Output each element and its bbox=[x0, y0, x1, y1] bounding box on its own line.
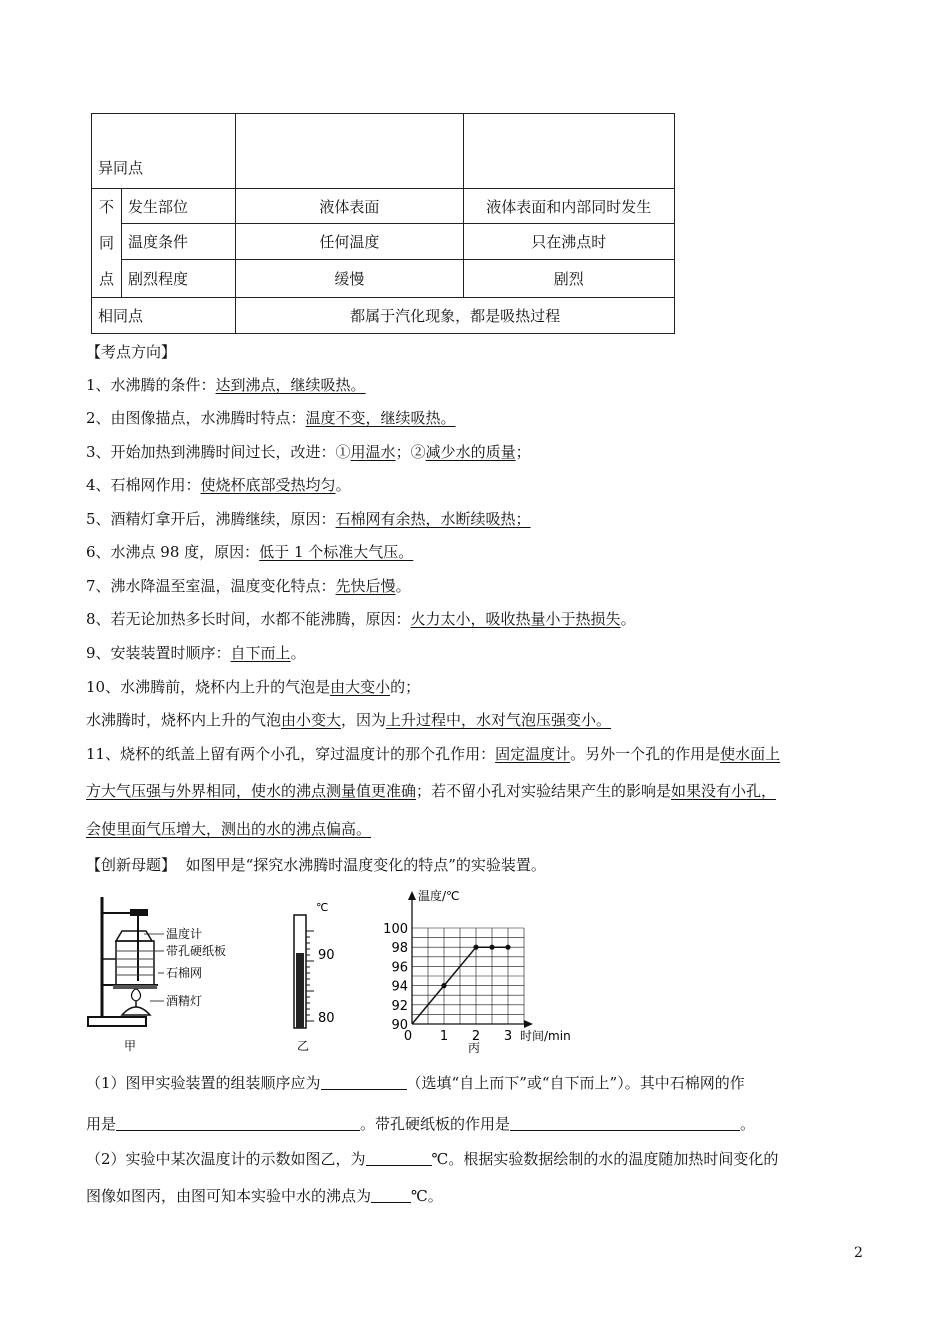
item-answer: 固定温度计 bbox=[495, 745, 571, 763]
question-text: （1）图甲实验装置的组装顺序应为 bbox=[86, 1074, 321, 1092]
answer-blank[interactable] bbox=[366, 1151, 432, 1166]
item-text: ；② bbox=[395, 443, 426, 461]
item-answer: 使烧杯底部受热均匀 bbox=[200, 476, 336, 494]
part-label: 石棉网 bbox=[166, 966, 203, 980]
question-1-line-2 bbox=[86, 1113, 755, 1134]
item-text: 的； bbox=[390, 678, 421, 696]
diff-label-char: 同 bbox=[99, 234, 115, 252]
table-row-aspect: 温度条件 bbox=[122, 224, 236, 260]
table-row-evaporation: 缓慢 bbox=[236, 260, 463, 298]
part-label: 带孔硬纸板 bbox=[166, 944, 227, 958]
cardboard-cover bbox=[116, 931, 152, 941]
item-text: 5、酒精灯拿开后，沸腾继续，原因： bbox=[86, 510, 336, 528]
question-text: 图像如图丙，由图可知本实验中水的沸点为 bbox=[86, 1187, 372, 1205]
x-tick-label: 3 bbox=[503, 1029, 513, 1044]
item-answer: 会使里面气压增大，测出的水的沸点偏高。 bbox=[86, 820, 372, 838]
question-text: 。带孔硬纸板的作用是 bbox=[360, 1115, 511, 1133]
question-2-line-1 bbox=[86, 1148, 778, 1169]
y-tick-label: 90 bbox=[391, 1018, 408, 1033]
kaodian-item-10a bbox=[86, 676, 420, 697]
y-tick-label: 98 bbox=[391, 941, 408, 957]
y-tick-label: 96 bbox=[391, 960, 408, 976]
item-text: 11、烧杯的纸盖上留有两个小孔，穿过温度计的那个孔作用： bbox=[86, 745, 496, 763]
part-label: 温度计 bbox=[166, 927, 203, 941]
y-tick-labels bbox=[383, 922, 408, 1033]
table-same-value: 都属于汽化现象，都是吸热过程 bbox=[236, 298, 675, 334]
kaodian-item-1 bbox=[86, 374, 366, 395]
data-point bbox=[441, 983, 446, 988]
figure-jia bbox=[86, 893, 261, 1057]
answer-blank[interactable] bbox=[116, 1116, 360, 1131]
item-answer: 方大气压强与外界相同，使水的沸点测量值更准确 bbox=[86, 782, 417, 800]
beaker bbox=[116, 941, 154, 985]
data-point bbox=[473, 945, 478, 950]
question-text: ℃。根据实验数据绘制的水的温度随加热时间变化的 bbox=[431, 1150, 779, 1168]
diff-label-cell bbox=[92, 189, 122, 298]
y-tick-label: 94 bbox=[391, 979, 408, 995]
kaodian-item-7 bbox=[86, 575, 411, 596]
diff-label-char: 不 bbox=[99, 198, 115, 216]
table-header-label: 异同点 bbox=[92, 114, 236, 189]
stand-base bbox=[88, 1017, 146, 1026]
question-text: 用是 bbox=[86, 1115, 117, 1133]
x-axis-arrow bbox=[524, 1020, 533, 1028]
table-row-aspect: 剧烈程度 bbox=[122, 260, 236, 298]
mercury-column bbox=[296, 953, 304, 1028]
table-same-label: 相同点 bbox=[92, 298, 236, 334]
kaodian-item-6 bbox=[86, 541, 413, 562]
y-axis-arrow bbox=[408, 891, 416, 900]
question-text: ℃。 bbox=[411, 1187, 443, 1205]
question-text: （选填“自上而下”或“自下而上”）。其中石棉网的作 bbox=[406, 1074, 745, 1092]
data-point bbox=[489, 945, 494, 950]
figure-bing bbox=[370, 880, 610, 1059]
temperature-time-chart bbox=[370, 880, 610, 1055]
kaodian-item-11a bbox=[86, 743, 780, 764]
kaodian-item-10b bbox=[86, 709, 611, 730]
y-tick-label: 92 bbox=[391, 998, 408, 1014]
question-1-line-1 bbox=[86, 1072, 745, 1093]
table-header-boiling bbox=[463, 114, 674, 189]
chart-grid bbox=[412, 928, 524, 1024]
table-row-evaporation: 任何温度 bbox=[236, 224, 463, 260]
figure-label: 丙 bbox=[468, 1041, 481, 1055]
item-text: 。 bbox=[395, 577, 411, 595]
table-row-boiling: 只在沸点时 bbox=[463, 224, 674, 260]
item-answer: 火力太小，吸收热量小于热损失 bbox=[410, 610, 621, 628]
kaodian-item-9 bbox=[86, 642, 306, 663]
chuangxin-header bbox=[86, 854, 546, 875]
scale-ticks bbox=[306, 931, 314, 1021]
apparatus-diagram bbox=[86, 893, 261, 1053]
question-2-line-2 bbox=[86, 1185, 443, 1206]
comparison-table bbox=[91, 113, 675, 334]
kaodian-item-4 bbox=[86, 474, 351, 495]
item-text: 。 bbox=[290, 644, 306, 662]
y-tick-label: 100 bbox=[383, 922, 408, 937]
figure-yi bbox=[280, 893, 350, 1057]
clamp bbox=[130, 909, 148, 916]
item-answer: 由大变小 bbox=[330, 678, 391, 696]
item-answer: 减少水的质量 bbox=[425, 443, 516, 461]
question-text: 。 bbox=[740, 1115, 756, 1133]
item-answer: 使水面上 bbox=[720, 745, 781, 763]
part-label: 酒精灯 bbox=[166, 994, 203, 1008]
chuangxin-title: 【创新母题】 bbox=[86, 856, 177, 874]
data-point bbox=[505, 945, 510, 950]
kaodian-item-5 bbox=[86, 508, 531, 529]
scale-unit: ℃ bbox=[316, 901, 329, 914]
item-text: 2、由图像描点，水沸腾时特点： bbox=[86, 409, 306, 427]
kaodian-item-11c bbox=[86, 818, 371, 839]
table-header-evaporation bbox=[236, 114, 463, 189]
item-text: 8、若无论加热多长时间，水都不能沸腾，原因： bbox=[86, 610, 411, 628]
table-row-boiling: 液体表面和内部同时发生 bbox=[463, 189, 674, 224]
item-text: ，因为 bbox=[341, 711, 387, 729]
item-answer: 温度不变，继续吸热。 bbox=[305, 409, 456, 427]
kaodian-item-3 bbox=[86, 441, 531, 462]
question-text: （2）实验中某次温度计的示数如图乙，为 bbox=[86, 1150, 366, 1168]
x-tick-label: 0 bbox=[403, 1029, 413, 1044]
x-tick-labels bbox=[404, 1029, 512, 1044]
item-text: 4、石棉网作用： bbox=[86, 476, 201, 494]
figure-label: 甲 bbox=[124, 1039, 137, 1053]
item-answer: 如果没有小孔， bbox=[671, 782, 777, 800]
kaodian-item-8 bbox=[86, 608, 636, 629]
item-text: 7、沸水降温至室温，温度变化特点： bbox=[86, 577, 336, 595]
scale-label: 90 bbox=[318, 948, 335, 963]
flame bbox=[132, 989, 141, 1001]
answer-blank[interactable] bbox=[510, 1116, 740, 1131]
item-answer: 达到沸点，继续吸热。 bbox=[215, 376, 366, 394]
item-answer: 自下而上 bbox=[230, 644, 291, 662]
kaodian-item-11b bbox=[86, 780, 776, 801]
page-number: 2 bbox=[854, 1245, 863, 1261]
chuangxin-intro: 如图甲是“探究水沸腾时温度变化的特点”的实验装置。 bbox=[185, 856, 546, 874]
item-text: 9、安装装置时顺序： bbox=[86, 644, 231, 662]
item-answer: 上升过程中，水对气泡压强变小。 bbox=[386, 711, 612, 729]
kaodian-item-2 bbox=[86, 407, 456, 428]
answer-blank[interactable] bbox=[371, 1188, 411, 1203]
item-text: 。 bbox=[620, 610, 636, 628]
item-text: 3、开始加热到沸腾时间过长，改进：① bbox=[86, 443, 351, 461]
item-text: ； bbox=[515, 443, 531, 461]
item-answer: 先快后慢 bbox=[335, 577, 396, 595]
x-tick-label: 2 bbox=[471, 1029, 481, 1044]
item-answer: 用温水 bbox=[350, 443, 396, 461]
y-axis-label: 温度/℃ bbox=[418, 889, 460, 903]
thermometer-scale bbox=[280, 893, 350, 1053]
figure-label: 乙 bbox=[297, 1039, 310, 1053]
asbestos-net bbox=[113, 985, 157, 989]
table-row-aspect: 发生部位 bbox=[122, 189, 236, 224]
table-row-evaporation: 液体表面 bbox=[236, 189, 463, 224]
scale-label: 80 bbox=[318, 1011, 335, 1026]
item-text: 1、水沸腾的条件： bbox=[86, 376, 216, 394]
item-answer: 石棉网有余热，水断续吸热； bbox=[335, 510, 531, 528]
item-text: 。 bbox=[335, 476, 351, 494]
item-text: 10、水沸腾前，烧杯内上升的气泡是 bbox=[86, 678, 331, 696]
item-text: 6、水沸点 98 度，原因： bbox=[86, 543, 260, 561]
item-answer: 低于 1 个标准大气压。 bbox=[259, 543, 414, 561]
water-hatching bbox=[117, 951, 153, 975]
x-tick-label: 1 bbox=[439, 1029, 449, 1044]
item-text: 水沸腾时，烧杯内上升的气泡 bbox=[86, 711, 282, 729]
item-text: 。另外一个孔的作用是 bbox=[570, 745, 721, 763]
item-answer: 由小变大 bbox=[281, 711, 342, 729]
item-text: ；若不留小孔对实验结果产生的影响是 bbox=[416, 782, 672, 800]
diff-label-char: 点 bbox=[99, 270, 115, 288]
table-row-boiling: 剧烈 bbox=[463, 260, 674, 298]
kaodian-title: 【考点方向】 bbox=[86, 343, 177, 361]
answer-blank[interactable] bbox=[321, 1075, 407, 1090]
alcohol-lamp bbox=[122, 1007, 150, 1015]
x-axis-label: 时间/min bbox=[520, 1029, 571, 1043]
